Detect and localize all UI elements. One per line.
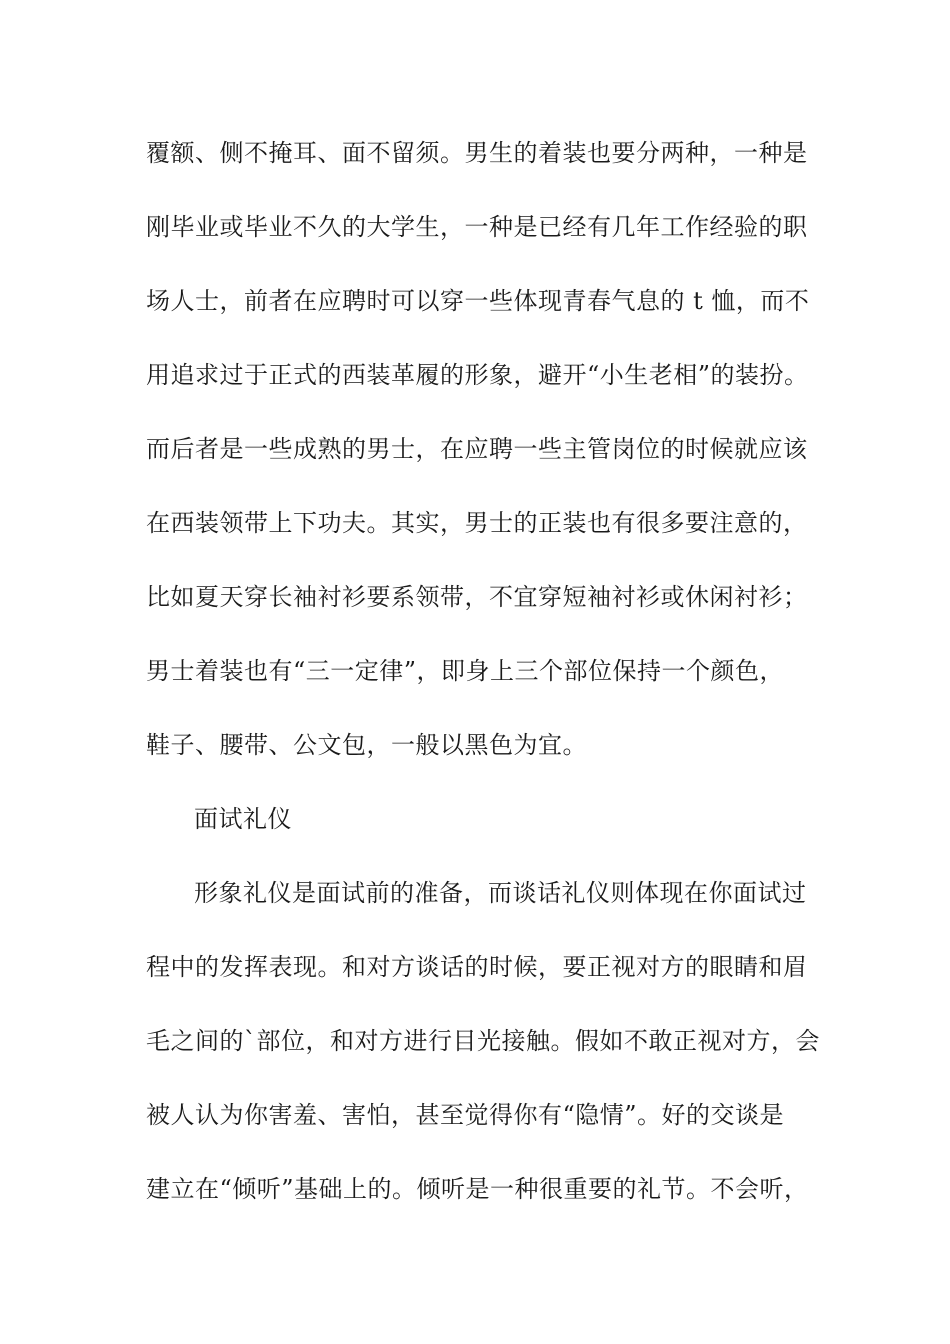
text-line: 比如夏天穿长袖衬衫要系领带，不宜穿短袖衬衫或休闲衬衫； — [146, 583, 808, 611]
text-line: 被人认为你害羞、害怕，甚至觉得你有“隐情”。好的交谈是 — [146, 1101, 785, 1129]
section-heading: 面试礼仪 — [194, 805, 292, 833]
text-line: 刚毕业或毕业不久的大学生，一种是已经有几年工作经验的职 — [146, 213, 808, 241]
text-line: 毛之间的`部位，和对方进行目光接触。假如不敢正视对方，会 — [146, 1027, 820, 1055]
text-line: 覆额、侧不掩耳、面不留须。男生的着装也要分两种，一种是 — [146, 139, 808, 167]
text-line: 用追求过于正式的西装革履的形象，避开“小生老相”的装扮。 — [146, 361, 809, 389]
paragraph-first-line: 形象礼仪是面试前的准备，而谈话礼仪则体现在你面试过 — [194, 879, 807, 907]
text-line: 场人士，前者在应聘时可以穿一些体现青春气息的 t 恤，而不 — [146, 287, 810, 315]
text-line: 男士着装也有“三一定律”，即身上三个部位保持一个颜色， — [146, 657, 785, 685]
text-line: 建立在“倾听”基础上的。倾听是一种很重要的礼节。不会听， — [146, 1175, 809, 1203]
text-line: 在西装领带上下功夫。其实，男士的正装也有很多要注意的， — [146, 509, 808, 537]
text-line: 程中的发挥表现。和对方谈话的时候，要正视对方的眼睛和眉 — [146, 953, 808, 981]
text-line: 而后者是一些成熟的男士，在应聘一些主管岗位的时候就应该 — [146, 435, 808, 463]
text-line: 鞋子、腰带、公文包，一般以黑色为宜。 — [146, 731, 587, 759]
